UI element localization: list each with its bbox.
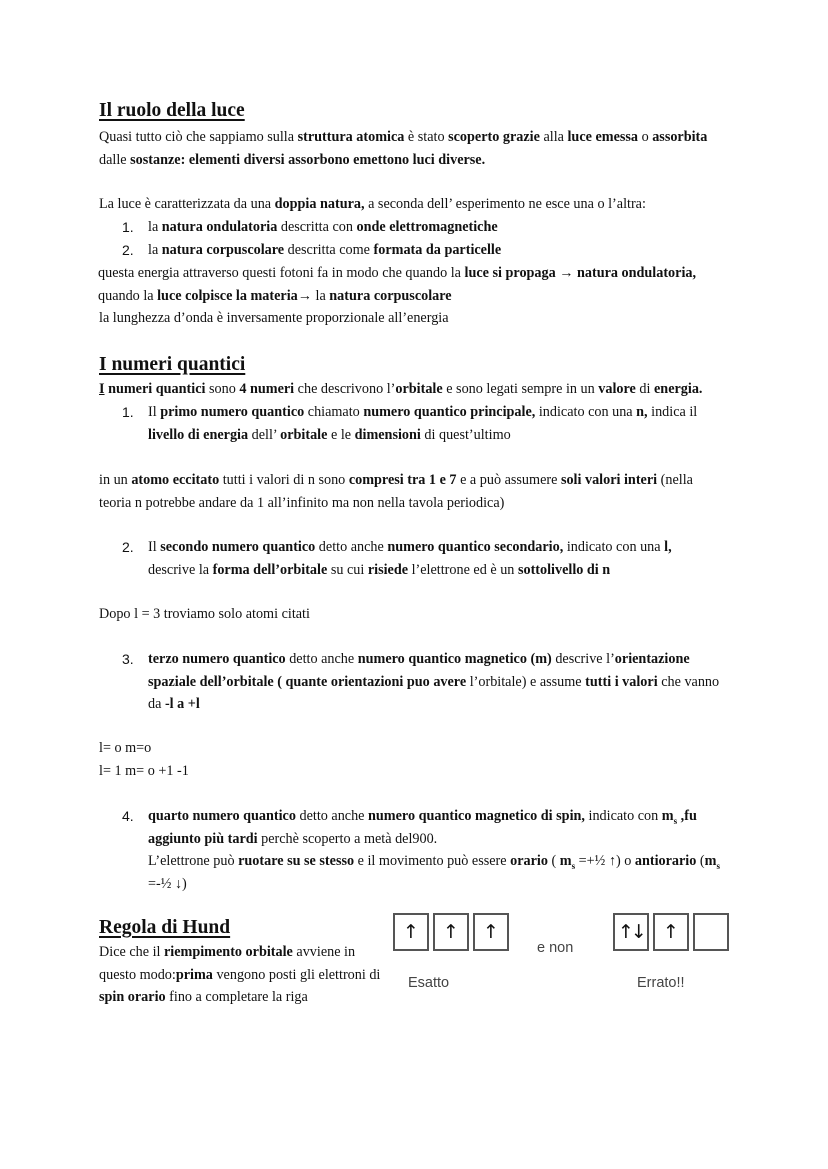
- text-run: che vanno da: [148, 673, 720, 712]
- text-run: m: [704, 853, 717, 869]
- text-run: dimensioni: [354, 426, 421, 443]
- text-run: luce colpisce la materia: [157, 287, 298, 304]
- text-run: scoperto grazie: [448, 129, 540, 145]
- text-run: numero quantico magnetico di spin,: [368, 808, 585, 824]
- text-run: avviene in questo modo:: [99, 944, 356, 983]
- text-run: luce emessa: [567, 129, 639, 145]
- correct-label: Esatto: [408, 975, 450, 991]
- text-run: orbitale: [280, 426, 328, 443]
- text-run: secondo numero quantico: [160, 539, 316, 555]
- text-run: La luce è caratterizzata da una: [99, 196, 275, 212]
- text-run: orbitale: [395, 381, 443, 397]
- list-number: 3.: [122, 651, 134, 667]
- spin-up-arrow-icon: ↑: [443, 921, 459, 943]
- text-run: quando la: [98, 287, 158, 304]
- text-run: formata da particelle: [373, 242, 502, 258]
- text-run: onde elettromagnetiche: [356, 219, 498, 235]
- text-run: numero quantico magnetico (m): [357, 651, 552, 667]
- list-text: [148, 648, 728, 716]
- text-run: m: [559, 853, 572, 869]
- text-run: o: [638, 129, 653, 145]
- text-run: doppia natura,: [274, 196, 365, 212]
- spin-up-arrow-icon: ↑: [483, 921, 499, 943]
- text-run: tutti i valori: [585, 673, 658, 690]
- list-number: 2.: [122, 539, 134, 555]
- text-run: ,fu aggiunto più tardi: [148, 808, 697, 847]
- text-run: forma dell’orbitale: [212, 561, 328, 578]
- text-run: e il movimento può essere: [354, 853, 511, 869]
- orbital-box: [653, 913, 689, 951]
- spin-pair-arrow-icon: ↑↓: [618, 921, 644, 943]
- text-run: la: [148, 219, 162, 235]
- text-run: assorbita: [652, 129, 708, 145]
- text-run: Il: [148, 539, 161, 555]
- text-run: a seconda dell’ esperimento ne esce una o l’altra:: [364, 196, 646, 212]
- text-run: vengono posti gli elettroni di: [212, 966, 381, 983]
- text-run: energia.: [654, 381, 703, 397]
- text-run: indicato con una: [563, 539, 665, 555]
- section-title-hund: Regola di Hund: [99, 917, 231, 938]
- text-run: primo numero quantico: [160, 404, 305, 420]
- list-text: [148, 850, 733, 895]
- text-run: indicato con una: [535, 404, 637, 420]
- text-run: soli valori interi: [560, 472, 658, 488]
- text-run: livello di energia: [148, 426, 249, 443]
- text-run: →: [555, 265, 577, 281]
- text-run: Quasi tutto ciò che sappiamo sulla: [99, 129, 298, 145]
- text-run: e sono legati sempre in un: [442, 381, 599, 397]
- text-run: struttura atomica: [297, 129, 405, 145]
- text-run: =-½ ↓): [148, 875, 187, 892]
- spin-up-arrow-icon: ↑: [403, 921, 419, 943]
- wavelength-line: la lunghezza d’onda è inversamente proporzionale all’energia: [99, 310, 449, 326]
- orbital-box: [473, 913, 509, 951]
- text-run: tutti i valori di n sono: [219, 472, 349, 488]
- list-text: [148, 805, 723, 850]
- text-run: valore: [598, 381, 636, 397]
- text-run: descrive l’: [551, 651, 615, 667]
- text-run: natura corpuscolare: [161, 242, 285, 258]
- text-run: fino a completare la riga: [165, 989, 308, 1005]
- list-text: [148, 401, 718, 446]
- hund-paragraph: [99, 941, 381, 1009]
- propagation-paragraph: [98, 262, 723, 307]
- text-run: indica il: [647, 404, 698, 420]
- text-run: I: [99, 381, 105, 397]
- text-run: natura ondulatoria: [161, 219, 278, 235]
- text-run: luce si propaga: [464, 265, 556, 281]
- quantum-intro: [99, 378, 729, 401]
- wrong-label: Errato!!: [637, 975, 685, 991]
- after-l-line: Dopo l = 3 troviamo solo atomi citati: [99, 606, 310, 622]
- text-run: questa energia attraverso questi fotoni fa in modo che quando la: [98, 265, 465, 281]
- text-run: alla: [539, 129, 568, 145]
- text-run: L’elettrone può: [148, 853, 239, 869]
- section-title-light: Il ruolo della luce: [99, 100, 245, 121]
- text-run: numero quantico secondario,: [387, 539, 564, 555]
- dual-nature-intro: [99, 193, 729, 216]
- text-run: indicato con: [584, 808, 662, 824]
- text-run: di: [635, 381, 654, 397]
- text-run: Il: [148, 404, 161, 420]
- text-run: su cui: [327, 561, 368, 578]
- text-run: descritta con: [277, 219, 357, 235]
- list-text: [148, 536, 693, 581]
- orbital-box: [613, 913, 649, 951]
- text-run: quarto numero quantico: [148, 808, 296, 824]
- text-run: e le: [327, 426, 355, 443]
- text-run: che descrivono l’: [294, 381, 396, 397]
- list-number: 2.: [122, 242, 134, 258]
- text-run: l,: [664, 539, 672, 555]
- text-run: terzo numero quantico: [148, 651, 286, 667]
- text-run: → la: [297, 287, 330, 304]
- text-run: in un: [99, 472, 132, 488]
- text-run: -l a +l: [164, 696, 200, 712]
- list-number: 1.: [122, 219, 134, 235]
- text-run: (: [547, 853, 560, 869]
- text-run: orario: [510, 853, 548, 869]
- light-intro-paragraph: [99, 126, 724, 171]
- text-run: n,: [636, 404, 648, 420]
- text-run: la: [148, 242, 162, 258]
- text-run: chiamato: [304, 404, 364, 420]
- m-example-line: l= 1 m= o +1 -1: [99, 763, 189, 779]
- text-run: sono: [205, 381, 240, 397]
- text-run: detto anche: [315, 539, 388, 555]
- text-run: di quest’ultimo: [420, 426, 511, 443]
- text-run: dalle: [99, 151, 131, 168]
- section-title-quantum: I numeri quantici: [99, 354, 246, 375]
- orbital-box: [393, 913, 429, 951]
- text-run: detto anche: [285, 651, 358, 667]
- text-run: dell’: [248, 426, 281, 443]
- text-run: è stato: [404, 129, 449, 145]
- text-run: Dice che il: [99, 944, 164, 960]
- text-run: spin orario: [99, 989, 166, 1005]
- text-run: =+½ ↑) o: [575, 853, 635, 869]
- text-run: numero quantico principale,: [363, 404, 536, 420]
- connector-label: e non: [537, 940, 574, 956]
- text-run: (nella teoria n potrebbe andare da 1 all’infinito ma non nella tavola periodica): [99, 472, 693, 511]
- text-run: numeri quantici: [104, 381, 206, 397]
- list-number: 1.: [122, 404, 134, 420]
- text-run: risiede: [367, 561, 409, 578]
- text-run: s: [716, 860, 720, 871]
- text-run: sottolivello di n: [517, 561, 611, 578]
- text-run: prima: [175, 966, 213, 983]
- excited-atom-paragraph: [99, 469, 719, 514]
- text-run: natura ondulatoria,: [577, 265, 697, 281]
- m-example-line: l= o m=o: [99, 740, 152, 756]
- text-run: antiorario: [634, 853, 697, 869]
- text-run: perchè scoperto a metà del900.: [257, 830, 438, 847]
- list-text: [148, 239, 733, 262]
- text-run: m: [661, 808, 674, 824]
- text-run: detto anche: [295, 808, 369, 824]
- text-run: s: [673, 815, 678, 826]
- text-run: natura corpuscolare: [329, 287, 452, 304]
- text-run: orientazione spaziale dell’orbitale ( quante orientazioni puo avere: [148, 651, 690, 690]
- text-run: atomo eccitato: [131, 472, 220, 488]
- text-run: e a può assumere: [456, 472, 561, 488]
- text-run: l’orbitale) e assume: [466, 673, 586, 690]
- text-run: riempimento orbitale: [164, 944, 293, 960]
- orbital-box: [693, 913, 729, 951]
- list-text: [148, 216, 733, 239]
- text-run: compresi tra 1 e 7: [348, 472, 457, 488]
- spin-up-arrow-icon: ↑: [663, 921, 679, 943]
- text-run: descrive la: [148, 561, 213, 578]
- text-run: 4 numeri: [239, 381, 295, 397]
- text-run: sostanze: elementi diversi assorbono emettono luci diverse.: [130, 151, 486, 168]
- text-run: l’elettrone ed è un: [408, 561, 518, 578]
- orbital-box: [433, 913, 469, 951]
- text-run: s: [571, 860, 576, 871]
- list-number: 4.: [122, 808, 134, 824]
- text-run: (: [696, 853, 705, 869]
- text-run: ruotare su se stesso: [238, 853, 355, 869]
- text-run: descritta come: [284, 242, 374, 258]
